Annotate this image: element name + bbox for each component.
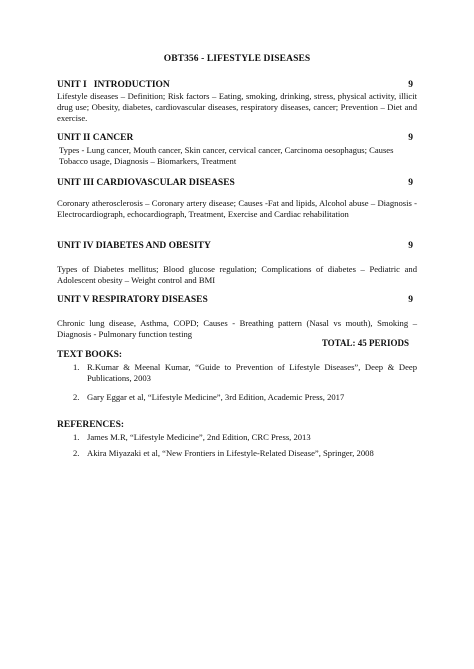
unit-4-body: Types of Diabetes mellitus; Blood glucose regulation; Complications of diabetes – Pediatric and Adolescent obesity – Weight control and BMI bbox=[57, 264, 417, 285]
unit-5-body: Chronic lung disease, Asthma, COPD; Causes - Breathing pattern (Nasal vs mouth), Smoking – Diagnosis - Pulmonary function testing bbox=[57, 318, 417, 339]
unit-2-heading bbox=[57, 133, 417, 143]
unit-2-body: Types - Lung cancer, Mouth cancer, Skin cancer, cervical cancer, Carcinoma oesophagus; Causes Tobacco usage, Diagnosis – Biomarkers, Treatment bbox=[59, 145, 394, 166]
unit-2-hours: 9 bbox=[408, 133, 413, 143]
total-periods: TOTAL: 45 PERIODS bbox=[321, 338, 409, 348]
unit-5-title: UNIT V RESPIRATORY DISEASES bbox=[57, 295, 208, 305]
reference-number: 1. bbox=[73, 432, 80, 442]
unit-2-title: UNIT II CANCER bbox=[57, 133, 134, 143]
reference-text: Akira Miyazaki et al, “New Frontiers in Lifestyle-Related Disease”, Springer, 2008 bbox=[87, 448, 374, 458]
reference-text: James M.R, “Lifestyle Medicine”, 2nd Edition, CRC Press, 2013 bbox=[87, 432, 311, 442]
textbooks-heading: TEXT BOOKS: bbox=[57, 350, 123, 360]
unit-3-heading bbox=[57, 178, 417, 188]
unit-4-hours: 9 bbox=[408, 241, 413, 251]
unit-4-heading bbox=[57, 241, 417, 251]
unit-1-heading bbox=[57, 80, 417, 90]
unit-3-title: UNIT III CARDIOVASCULAR DISEASES bbox=[57, 178, 235, 188]
course-title: OBT356 - LIFESTYLE DISEASES bbox=[163, 54, 311, 64]
unit-1-body: Lifestyle diseases – Definition; Risk factors – Eating, smoking, drinking, stress, physical activity, illicit drug use; Obesity, diabetes, cardiovascular diseases, respiratory diseases, cancer; Prevention – Diet and exercise. bbox=[57, 91, 417, 123]
unit-5-heading bbox=[57, 295, 417, 305]
unit-4-title: UNIT IV DIABETES AND OBESITY bbox=[57, 241, 211, 251]
unit-3-hours: 9 bbox=[408, 178, 413, 188]
unit-3-body: Coronary atherosclerosis – Coronary artery disease; Causes -Fat and lipids, Alcohol abuse – Diagnosis - Electrocardiograph, echocardiograph, Treatment, Exercise and Cardiac rehabilitation bbox=[57, 198, 417, 219]
textbook-number: 1. bbox=[73, 362, 80, 372]
unit-5-hours: 9 bbox=[408, 295, 413, 305]
textbook-text: Gary Eggar et al, “Lifestyle Medicine”, 3rd Edition, Academic Press, 2017 bbox=[87, 392, 345, 402]
unit-1-hours: 9 bbox=[408, 80, 413, 90]
textbook-text: R.Kumar & Meenal Kumar, “Guide to Prevention of Lifestyle Diseases”, Deep & Deep Publications, 2003 bbox=[87, 362, 417, 383]
textbook-number: 2. bbox=[73, 392, 80, 402]
reference-number: 2. bbox=[73, 448, 80, 458]
references-heading: REFERENCES: bbox=[57, 420, 125, 430]
unit-1-title: UNIT I INTRODUCTION bbox=[57, 80, 170, 90]
